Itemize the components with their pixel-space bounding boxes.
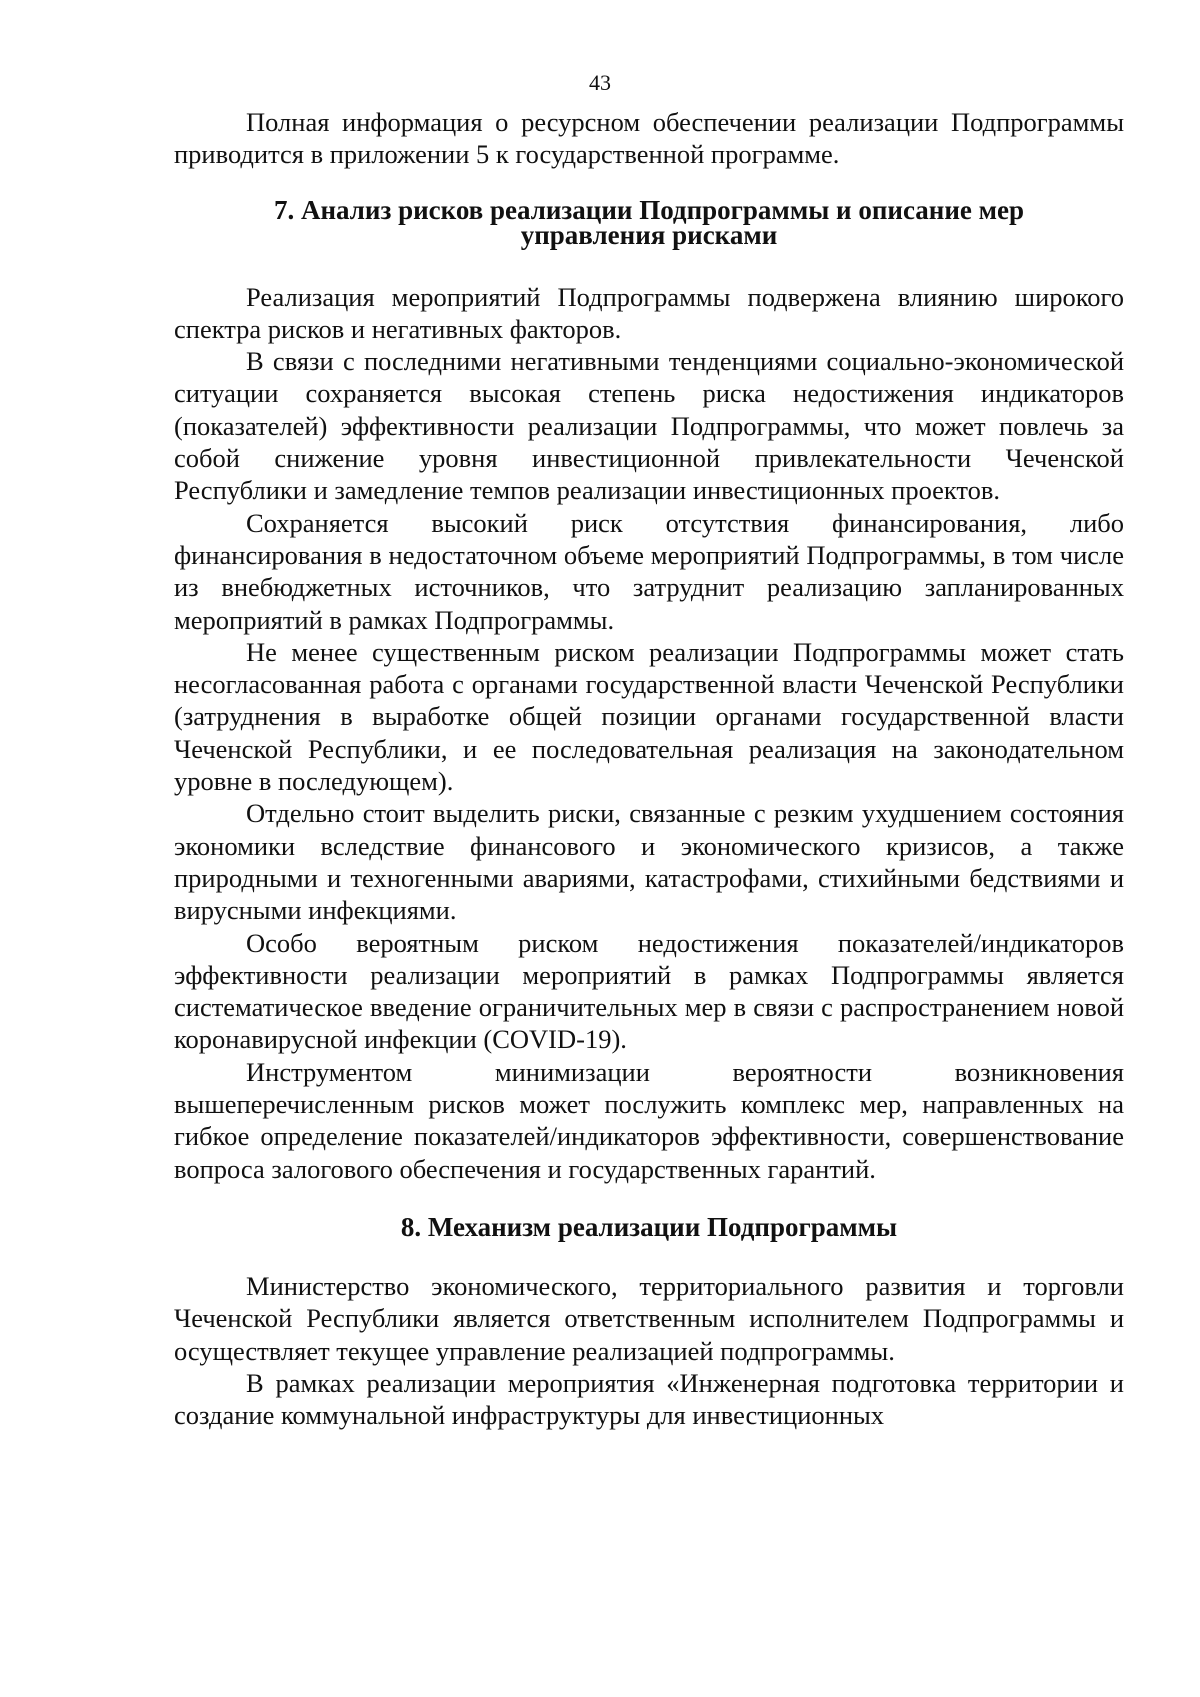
section-7-paragraph-1: Реализация мероприятий Подпрограммы подвержена влиянию широкого спектра рисков и негативных факторов. xyxy=(174,281,1124,344)
section-7-paragraph-5: Отдельно стоит выделить риски, связанные с резким ухудшением состояния экономики вследствие финансового и экономического кризисов, а также природными и техногенными авариями, катастрофами, стихийными бедствиями и вирусными инфекциями. xyxy=(174,798,1124,926)
section-7-paragraph-7: Инструментом минимизации вероятности возникновения вышеперечисленным рисков может послужить комплекс мер, направленных на гибкое определение показателей/индикаторов эффективности, совершенствование вопроса залогового обеспечения и государственных гарантий. xyxy=(174,1056,1124,1184)
section-7-paragraph-6: Особо вероятным риском недостижения показателей/индикаторов эффективности реализации мероприятий в рамках Подпрограммы является систематическое введение ограничительных мер в связи с распространением новой коронавирусной инфекции (COVID-19). xyxy=(174,927,1124,1055)
section-8-heading: 8. Механизм реализации Подпрограммы xyxy=(400,1211,898,1242)
section-7-heading xyxy=(174,194,1124,250)
section-8-paragraph-1: Министерство экономического, территориального развития и торговли Чеченской Республики является ответственным исполнителем Подпрограммы и осуществляет текущее управление реализацией подпрограммы. xyxy=(174,1270,1124,1366)
section-7-title-line-1: 7. Анализ рисков реализации Подпрограммы и описание мер xyxy=(273,194,1025,225)
document-body xyxy=(174,106,1124,1431)
section-7-title-line-2: управления рисками xyxy=(520,219,778,250)
intro-paragraph: Полная информация о ресурсном обеспечении реализации Подпрограммы приводится в приложении 5 к государственной программе. xyxy=(174,107,1124,170)
section-8-paragraph-2: В рамках реализации мероприятия «Инженерная подготовка территории и создание коммунальной инфраструктуры для инвестиционных xyxy=(174,1367,1124,1431)
section-7-paragraph-4: Не менее существенным риском реализации Подпрограммы может стать несогласованная работа с органами государственной власти Чеченской Республики (затруднения в выработке общей позиции органами государственной власти Чеченской Республики, и ее последовательная реализация на законодательном уровне в последующем). xyxy=(174,636,1124,797)
section-7-paragraph-3: Сохраняется высокий риск отсутствия финансирования, либо финансирования в недостаточном объеме мероприятий Подпрограммы, в том числе из внебюджетных источников, что затруднит реализацию запланированных мероприятий в рамках Подпрограммы. xyxy=(174,507,1124,635)
page-number: 43 xyxy=(589,70,611,95)
section-7-paragraph-2: В связи с последними негативными тенденциями социально-экономической ситуации сохраняется высокая степень риска недостижения индикаторов (показателей) эффективности реализации Подпрограммы, что может повлечь за собой снижение уровня инвестиционной привлекательности Чеченской Республики и замедление темпов реализации инвестиционных проектов. xyxy=(174,346,1124,506)
